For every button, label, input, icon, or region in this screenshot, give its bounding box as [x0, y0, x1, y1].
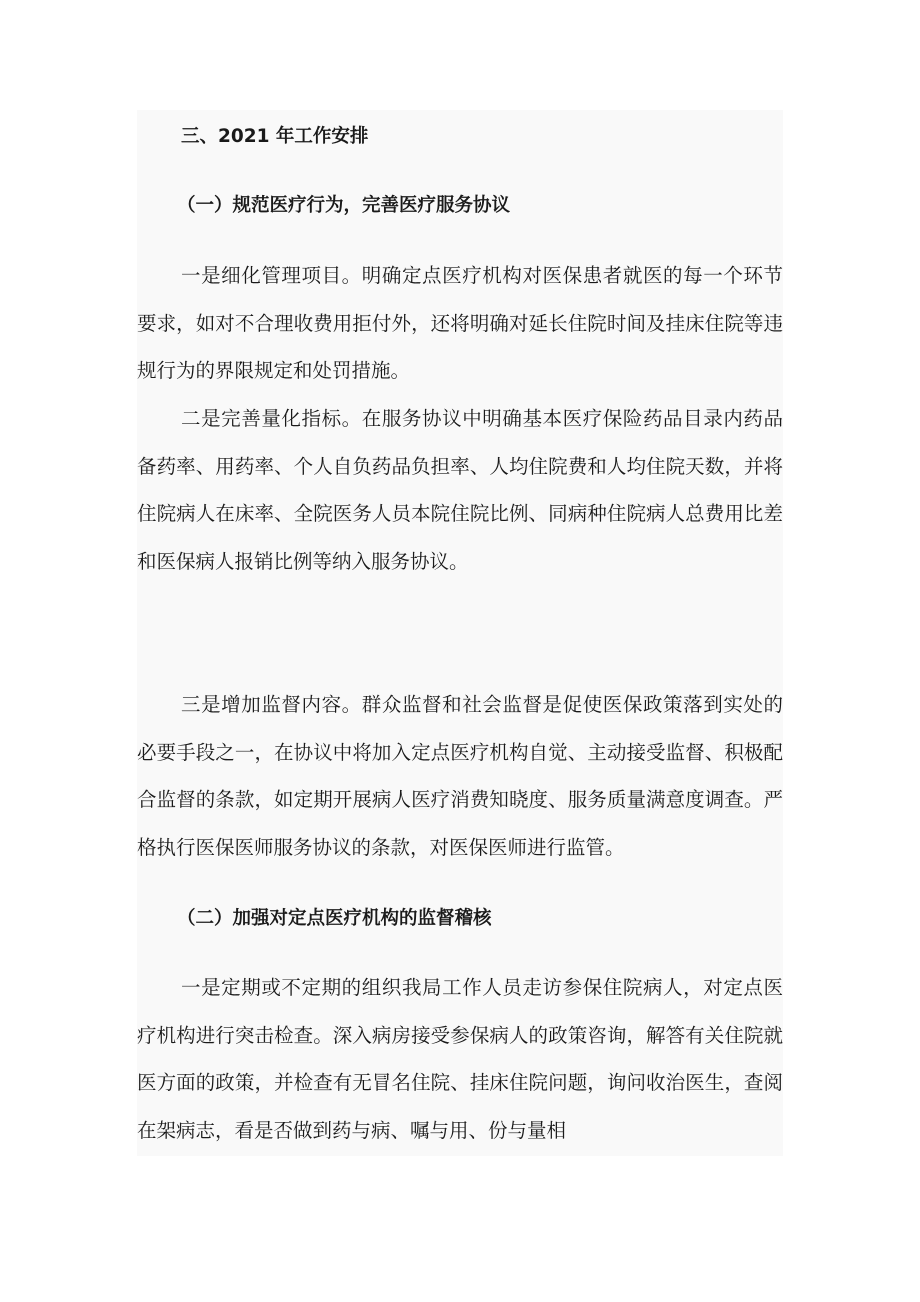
- document-page: [137, 110, 783, 1156]
- paragraph-inspection-visits: 一是定期或不定期的组织我局工作人员走访参保住院病人，对定点医疗机构进行突击检查。深入病房接受参保病人的政策咨询，解答有关住院就医方面的政策，并检查有无冒名住院、挂床住院问题，询问收治医生，查阅在架病志，看是否做到药与病、嘱与用、份与量相: [137, 976, 783, 1142]
- paragraph-supervision-content: 三是增加监督内容。群众监督和社会监督是促使医保政策落到实处的必要手段之一，在协议中将加入定点医疗机构自觉、主动接受监督、积极配合监督的条款，如定期开展病人医疗消费知晓度、服务质量满意度调查。严格执行医保医师服务协议的条款，对医保医师进行监管。: [137, 693, 783, 859]
- subsection-heading-1: （一）规范医疗行为，完善医疗服务协议: [177, 195, 511, 216]
- subsection-heading-2: （二）加强对定点医疗机构的监督稽核: [177, 908, 492, 929]
- section-heading: 三、2021 年工作安排: [181, 126, 369, 147]
- paragraph-quantitative-indicators: 二是完善量化指标。在服务协议中明确基本医疗保险药品目录内药品备药率、用药率、个人自负药品负担率、人均住院费和人均住院天数，并将住院病人在床率、全院医务人员本院住院比例、同病种住院病人总费用比差和医保病人报销比例等纳入服务协议。: [137, 407, 783, 573]
- paragraph-refine-management: 一是细化管理项目。明确定点医疗机构对医保患者就医的每一个环节要求，如对不合理收费用拒付外，还将明确对延长住院时间及挂床住院等违规行为的界限规定和处罚措施。: [137, 264, 783, 383]
